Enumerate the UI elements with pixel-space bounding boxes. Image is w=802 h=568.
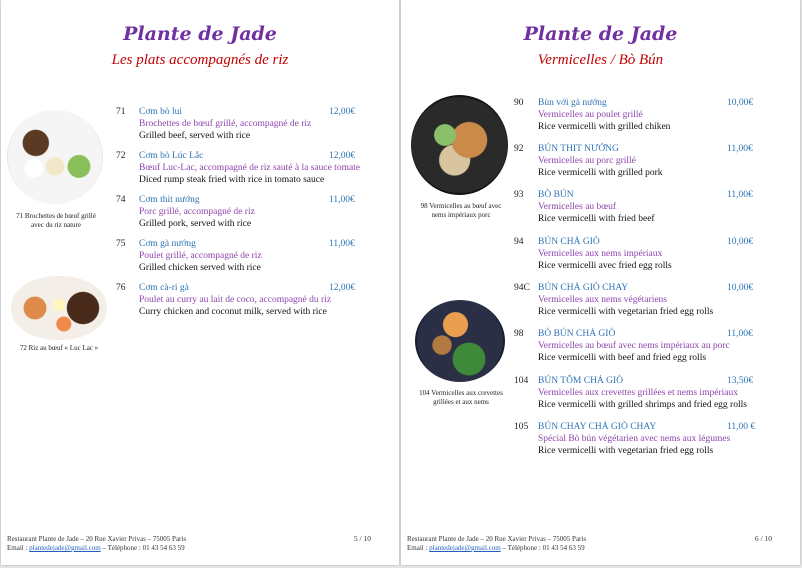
- menu-item: [514, 143, 796, 179]
- item-price: 12,00€: [329, 151, 356, 161]
- item-name: Cơm bò lui: [139, 107, 183, 117]
- item-description-fr: Vermicelles au porc grillé: [538, 156, 636, 166]
- item-number: 94C: [514, 283, 530, 293]
- photo-caption: 72 Riz au bœuf « Luc Lac »: [19, 344, 99, 352]
- menu-item: [116, 282, 398, 318]
- item-price: 10,00€: [727, 283, 754, 293]
- item-description-en: Rice vermicelli with vegetarian fried egg rolls: [538, 446, 714, 456]
- item-name: Cơm thit nướng: [139, 195, 200, 205]
- page-footer: [7, 535, 307, 553]
- item-number: 98: [514, 329, 524, 339]
- item-description-en: Grilled chicken served with rice: [139, 263, 261, 273]
- item-description-fr: Vermicelles au bœuf: [538, 202, 617, 212]
- item-price: 11,00€: [727, 144, 753, 154]
- item-price: 10,00€: [727, 98, 754, 108]
- item-price: 11,00€: [329, 195, 355, 205]
- menu-item: [514, 328, 796, 364]
- menu-page-6: [401, 0, 800, 565]
- item-description-fr: Vermicelles aux nems impériaux: [538, 249, 663, 259]
- footer-address: Restaurant Plante de Jade – 20 Rue Xavier Privas – 75005 Paris: [7, 535, 187, 543]
- photo-caption: 98 Vermicelles au bœuf avec nems impériaux porc: [420, 202, 502, 219]
- item-price: 11,00€: [727, 329, 753, 339]
- item-number: 75: [116, 239, 126, 249]
- footer-phone: – Téléphone : 01 43 54 63 59: [500, 544, 585, 552]
- menu-page-5: [1, 0, 399, 565]
- item-price: 12,00€: [329, 107, 356, 117]
- footer-email-label: Email :: [7, 544, 30, 552]
- item-price: 12,00€: [329, 283, 356, 293]
- restaurant-title: Plante de Jade: [123, 23, 277, 45]
- page-number: 5 / 10: [353, 534, 371, 543]
- item-name: Bùn với gà nướng: [538, 98, 607, 108]
- item-description-fr: Poulet grillé, accompagné de riz: [139, 251, 262, 261]
- dish-photo-104: [415, 300, 505, 382]
- section-title: Les plats accompagnés de riz: [111, 52, 289, 68]
- item-name: BÚN THIT NƯỚNG: [538, 144, 619, 154]
- section-title: Vermicelles / Bò Bún: [537, 52, 664, 68]
- item-description-en: Rice vermicelli with fried beef: [538, 214, 655, 224]
- item-description-fr: Vermicelles au poulet grillé: [538, 110, 643, 120]
- menu-item: [514, 282, 796, 318]
- menu-item: [514, 189, 796, 225]
- item-description-en: Rice vermicelli with grilled shrimps and fried egg rolls: [538, 400, 747, 410]
- item-name: BÚN TÔM CHẢ GIÒ: [538, 376, 624, 386]
- item-description-fr: Vermicelles aux crevettes grillées et nems impériaux: [538, 388, 738, 398]
- photo-caption: 104 Vermicelles aux crevettes grillées et aux nems: [419, 389, 503, 406]
- item-name: Cơm cà-ri gà: [139, 283, 189, 293]
- item-description-fr: Porc grillé, accompagné de riz: [139, 207, 255, 217]
- menu-item: [116, 194, 398, 230]
- item-description-en: Rice vermicelli with grilled pork: [538, 168, 663, 178]
- item-number: 71: [116, 107, 126, 117]
- item-name: BÚN CHẢ GIÒ CHAY: [538, 283, 629, 293]
- footer-contact: [407, 544, 707, 553]
- menu-item: [514, 97, 796, 133]
- item-description-en: Curry chicken and coconut milk, served with rice: [139, 307, 327, 317]
- item-description-en: Rice vermicelli with vegetarian fried egg rolls: [538, 307, 714, 317]
- menu-item: [514, 421, 796, 457]
- footer-contact: [7, 544, 307, 553]
- page-number: 6 / 10: [754, 534, 772, 543]
- item-price: 10,00€: [727, 237, 754, 247]
- menu-item: [116, 106, 398, 142]
- item-number: 93: [514, 190, 524, 200]
- page-footer: [407, 535, 707, 553]
- item-name: BÚN CHAY CHẢ GIÒ CHAY: [538, 422, 657, 432]
- item-name: BÒ BÚN: [538, 190, 574, 200]
- footer-email-label: Email :: [407, 544, 430, 552]
- restaurant-title: Plante de Jade: [523, 23, 678, 45]
- email-link[interactable]: plantedejade@gmail.com: [29, 544, 101, 552]
- item-description-fr: Bœuf Luc-Lac, accompagné de riz sauté à la sauce tomate: [139, 163, 361, 173]
- item-description-en: Rice vermicelli avec fried egg rolls: [538, 261, 672, 271]
- item-description-en: Grilled pork, served with rice: [139, 219, 252, 229]
- item-price: 11,00€: [329, 239, 355, 249]
- item-description-en: Diced rump steak fried with rice in tomato sauce: [139, 175, 325, 185]
- item-number: 104: [514, 376, 529, 386]
- item-description-fr: Vermicelles aux nems végétariens: [538, 295, 667, 305]
- item-number: 94: [514, 237, 524, 247]
- item-name: BÚN CHẢ GIÒ: [538, 237, 600, 247]
- item-number: 76: [116, 283, 126, 293]
- item-description-fr: Brochettes de bœuf grillé, accompagné de riz: [139, 119, 312, 129]
- item-number: 92: [514, 144, 524, 154]
- item-price: 13,50€: [727, 376, 754, 386]
- item-description-fr: Poulet au curry au lait de coco, accompagné du riz: [139, 295, 332, 305]
- footer-address: Restaurant Plante de Jade – 20 Rue Xavier Privas – 75005 Paris: [407, 535, 587, 543]
- item-name: Cơm bò Lúc Lắc: [139, 151, 204, 161]
- item-number: 90: [514, 98, 524, 108]
- item-number: 72: [116, 151, 126, 161]
- item-name: BÒ BÚN CHẢ GIÒ: [538, 329, 616, 339]
- menu-item: [514, 236, 796, 272]
- item-number: 74: [116, 195, 126, 205]
- menu-item: [514, 375, 796, 411]
- email-link[interactable]: plantedejade@gmail.com: [429, 544, 501, 552]
- menu-item: [116, 238, 398, 274]
- dish-photo-71: [7, 110, 103, 204]
- dish-photo-98: [411, 95, 508, 195]
- item-description-fr: Vermicelles au bœuf avec nems impériaux au porc: [538, 341, 730, 351]
- item-price: 11,00€: [727, 190, 753, 200]
- item-description-en: Grilled beef, served with rice: [139, 131, 251, 141]
- footer-phone: – Téléphone : 01 43 54 63 59: [100, 544, 185, 552]
- dish-photo-72: [11, 276, 107, 340]
- menu-item: [116, 150, 398, 186]
- item-description-fr: Spécial Bò bún végétarien avec nems aux légumes: [538, 434, 731, 444]
- photo-caption: 71 Brochettes de bœuf grillé avec du riz nature: [16, 212, 96, 229]
- item-price: 11,00 €: [727, 422, 756, 432]
- item-number: 105: [514, 422, 529, 432]
- item-description-en: Rice vermicelli with beef and fried egg rolls: [538, 353, 707, 363]
- item-description-en: Rice vermicelli with grilled chiken: [538, 122, 671, 132]
- item-name: Cơm gà nướng: [139, 239, 196, 249]
